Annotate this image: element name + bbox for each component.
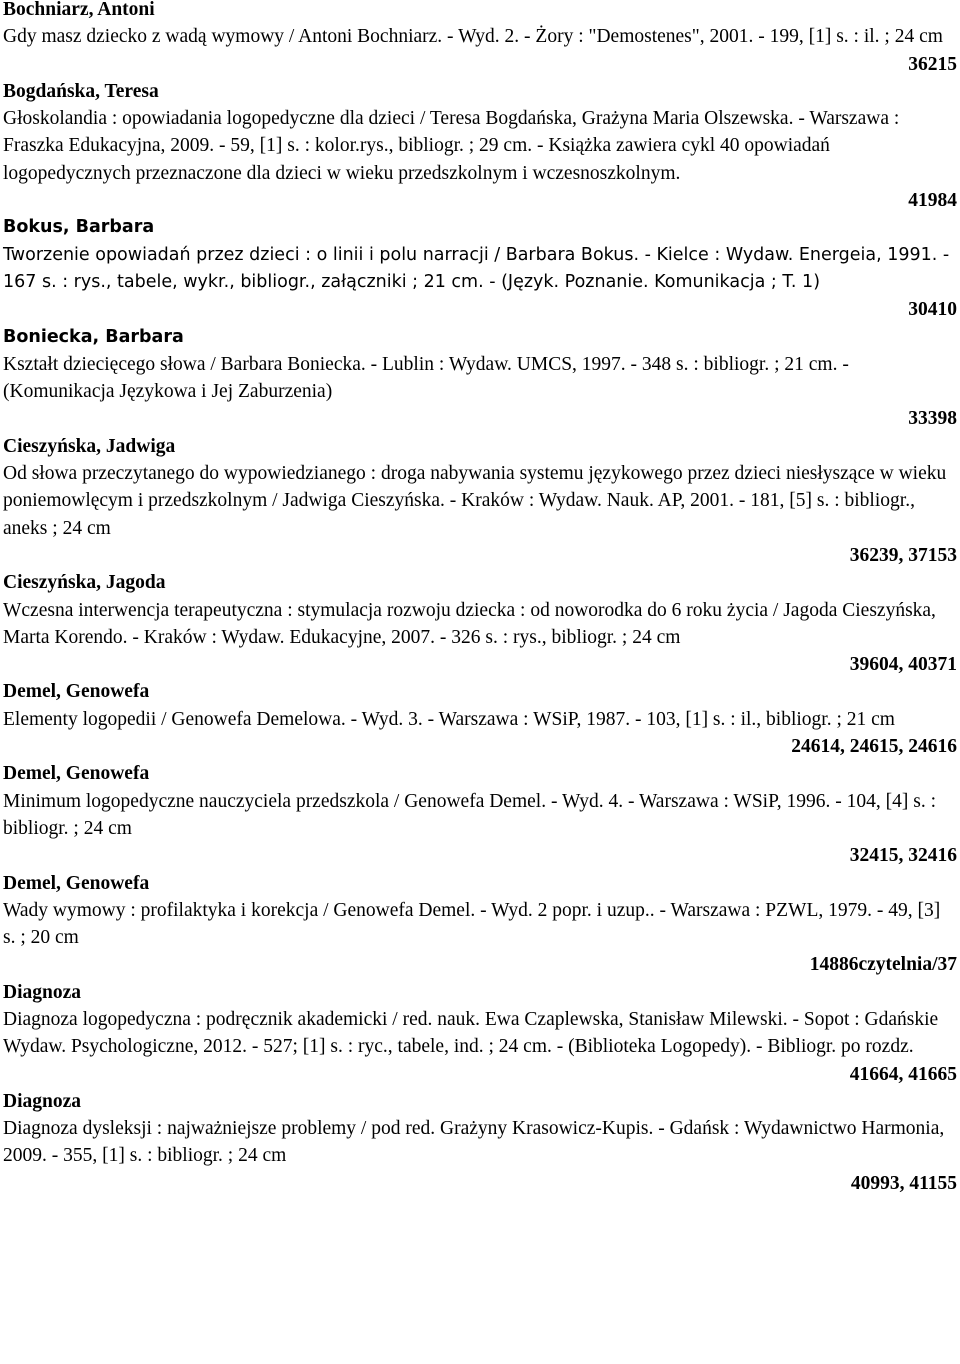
entry-signature: 30410 — [908, 299, 957, 321]
entry-description: Kształt dziecięcego słowa / Barbara Boniecka. - Lublin : Wydaw. UMCS, 1997. - 348 s. : bibliogr. ; 21 cm. - (Komunikacja Językowa i Jej Zaburzenia) — [3, 353, 849, 403]
catalog-entry — [3, 760, 957, 869]
entry-author: Cieszyńska, Jagoda — [3, 572, 166, 594]
catalog-entry — [3, 1088, 957, 1197]
entry-description: Tworzenie opowiadań przez dzieci : o linii i polu narracji / Barbara Bokus. - Kielce : Wydaw. Energeia, 1991. - 167 s. : rys., tabele, wykr., bibliogr., załączniki ; 21 cm. - (Język. Poznanie. Komunikacja ; T. 1) — [3, 244, 950, 292]
entry-author: Diagnoza — [3, 981, 81, 1003]
entry-description: Gdy masz dziecko z wadą wymowy / Antoni Bochniarz. - Wyd. 2. - Żory : "Demostenes", 2001. - 199, [1] s. : il. ; 24 cm — [3, 26, 943, 48]
catalog-entry — [3, 0, 957, 78]
entry-description: Elementy logopedii / Genowefa Demelowa. - Wyd. 3. - Warszawa : WSiP, 1987. - 103, [1] s. : il., bibliogr. ; 21 cm — [3, 708, 895, 730]
catalog-entry — [3, 569, 957, 678]
entry-signature: 32415, 32416 — [849, 845, 957, 867]
entry-signature: 36215 — [908, 53, 957, 75]
entry-description: Głoskolandia : opowiadania logopedyczne dla dzieci / Teresa Bogdańska, Grażyna Maria Olszewska. - Warszawa : Fraszka Edukacyjna, 2009. - 59, [1] s. : kolor.rys., bibliogr. ; 29 cm. - Książka zawiera cykl 40 opowiadań logopedycznych przeznaczone dla dzieci w wieku przedszkolnym i wczesnoszkolnym. — [3, 108, 900, 184]
entry-description: Wczesna interwencja terapeutyczna : stymulacja rozwoju dziecka : od noworodka do 6 roku życia / Jagoda Cieszyńska, Marta Korendo. - Kraków : Wydaw. Edukacyjne, 2007. - 326 s. : rys., bibliogr. ; 24 cm — [3, 599, 936, 648]
entry-author: Boniecka, Barbara — [3, 326, 184, 347]
entry-description: Minimum logopedyczne nauczyciela przedszkola / Genowefa Demel. - Wyd. 4. - Warszawa : WSiP, 1996. - 104, [4] s. : bibliogr. ; 24 cm — [3, 790, 937, 839]
entry-signature: 41664, 41665 — [849, 1063, 957, 1085]
catalog-entry — [3, 433, 957, 569]
catalog-entry — [3, 214, 957, 296]
catalog-entry — [3, 78, 957, 214]
entry-author: Demel, Genowefa — [3, 681, 150, 703]
entry-author: Cieszyńska, Jadwiga — [3, 435, 176, 457]
entry-author: Bokus, Barbara — [3, 217, 155, 238]
entry-author: Bogdańska, Teresa — [3, 80, 159, 102]
catalog-page — [3, 0, 957, 1197]
entry-description: Wady wymowy : profilaktyka i korekcja / Genowefa Demel. - Wyd. 2 popr. i uzup.. - Warszawa : PZWL, 1979. - 49, [3] s. ; 20 cm — [3, 899, 941, 949]
entry-signature: 39604, 40371 — [849, 654, 957, 676]
entry-signature: 36239, 37153 — [849, 544, 957, 566]
entry-author: Demel, Genowefa — [3, 763, 150, 785]
entry-signature: 14886czytelnia/37 — [809, 954, 957, 976]
entry-author: Demel, Genowefa — [3, 872, 150, 894]
catalog-entry — [3, 324, 957, 433]
entry-description: Diagnoza logopedyczna : podręcznik akademicki / red. nauk. Ewa Czaplewska, Stanisław Milewski. - Sopot : Gdańskie Wydaw. Psychologiczne, 2012. - 527; [1] s. : ryc., tabele, ind. ; 24 cm. - (Biblioteka Logopedy). - Bibliogr. po rozdz. — [3, 1008, 939, 1058]
entry-signature: 41984 — [908, 190, 957, 212]
entry-author: Bochniarz, Antoni — [3, 0, 155, 20]
entry-signature: 24614, 24615, 24616 — [791, 736, 957, 758]
entry-description: Diagnoza dysleksji : najważniejsze problemy / pod red. Grażyny Krasowicz-Kupis. - Gdańsk : Wydawnictwo Harmonia, 2009. - 355, [1] s. : bibliogr. ; 24 cm — [3, 1118, 945, 1167]
entry-author: Diagnoza — [3, 1090, 81, 1112]
catalog-entry-signature-row — [3, 296, 957, 323]
catalog-entry — [3, 979, 957, 1088]
catalog-entry — [3, 870, 957, 979]
entry-description: Od słowa przeczytanego do wypowiedzianego : droga nabywania systemu językowego przez dzieci niesłyszące w wieku poniemowlęcym i przedszkolnym / Jadwiga Cieszyńska. - Kraków : Wydaw. Nauk. AP, 2001. - 181, [5] s. : bibliogr., aneks ; 24 cm — [3, 463, 947, 539]
catalog-entry — [3, 678, 957, 760]
entry-signature: 33398 — [908, 408, 957, 430]
entry-signature: 40993, 41155 — [850, 1172, 957, 1194]
